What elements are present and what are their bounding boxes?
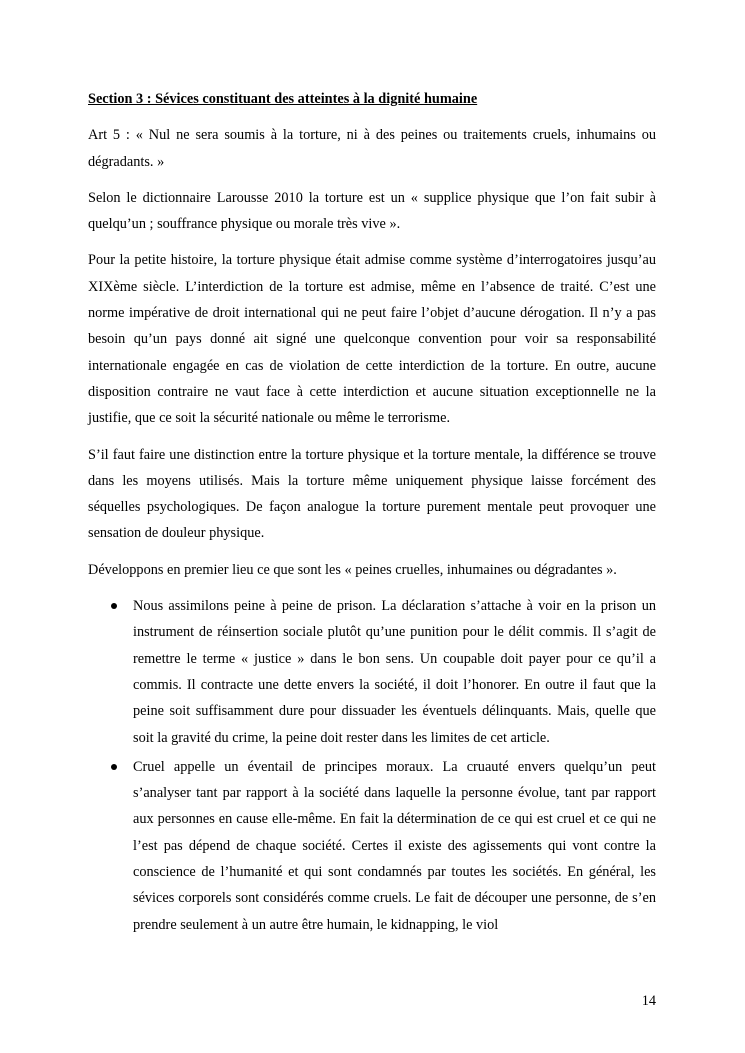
bullet-icon	[111, 764, 117, 770]
paragraph-history: Pour la petite histoire, la torture physique était admise comme système d’interrogatoires jusqu’au XIXème siècle. L’interdiction de la torture est admise, même en l’absence de traité. C’est une norme impérative de droit international qui ne peut faire l’objet d’aucune dérogation. Il n’y a pas besoin qu’un pays donné ait signé une quelconque convention pour voir sa responsabilité internationale engagée en cas de violation de cette interdiction de la torture. En outre, aucune disposition contraire ne vaut face à cette interdiction et aucune situation exceptionnelle ne la justifie, que ce soit la sécurité nationale ou même le terrorisme.	[88, 252, 656, 427]
paragraph-larousse-definition: Selon le dictionnaire Larousse 2010 la torture est un « supplice physique que l’on fait subir à quelqu’un ; souffrance physique ou morale très vive ».	[88, 189, 656, 233]
page-number: 14	[641, 993, 656, 1009]
page-content	[88, 86, 656, 941]
bullet-icon	[111, 603, 117, 609]
paragraph-physical-mental: S’il faut faire une distinction entre la torture physique et la torture mentale, la différence se trouve dans les moyens utilisés. Mais la torture même uniquement physique laisse forcément des séquelles psychologiques. De façon analogue la torture purement mentale peut provoquer une sensation de douleur physique.	[88, 446, 656, 542]
list-item-text: Cruel appelle un éventail de principes moraux. La cruauté envers quelqu’un peut s’analyser tant par rapport à la société dans laquelle la personne évolue, tant par rapport aux personnes en cause elle-même. En fait la détermination de ce qui est cruel et ce qui ne l’est pas dépend de chaque société. Certes il existe des agissements qui vont contre la conscience de l’humanité et qui sont condamnés par toutes les sociétés. En général, les sévices corporels sont considérés comme cruels. Le fait de découper une personne, de s’en prendre seulement à un autre être humain, le kidnapping, le viol	[133, 758, 656, 933]
list-item-text: Nous assimilons peine à peine de prison. La déclaration s’attache à voir en la prison un instrument de réinsertion sociale plutôt qu’une punition pour le délit commis. Il s’agit de remettre le terme « justice » dans le bon sens. Un coupable doit payer pour ce qu’il a commis. Il contracte une dette envers la société, il doit l’honorer. En outre il faut que la peine soit suffisamment dure pour dissuader les éventuels délinquants. Mais, quelle que soit la gravité du crime, la peine doit rester dans les limites de cet article.	[133, 598, 656, 746]
paragraph-introduction-list: Développons en premier lieu ce que sont les « peines cruelles, inhumaines ou dégradantes ».	[88, 561, 617, 578]
list-item	[88, 593, 656, 751]
list-item	[88, 754, 656, 938]
bullet-list	[88, 593, 656, 938]
section-heading: Section 3 : Sévices constituant des atteintes à la dignité humaine	[88, 91, 478, 107]
paragraph-article-5: Art 5 : « Nul ne sera soumis à la torture, ni à des peines ou traitements cruels, inhumains ou dégradants. »	[88, 127, 656, 170]
